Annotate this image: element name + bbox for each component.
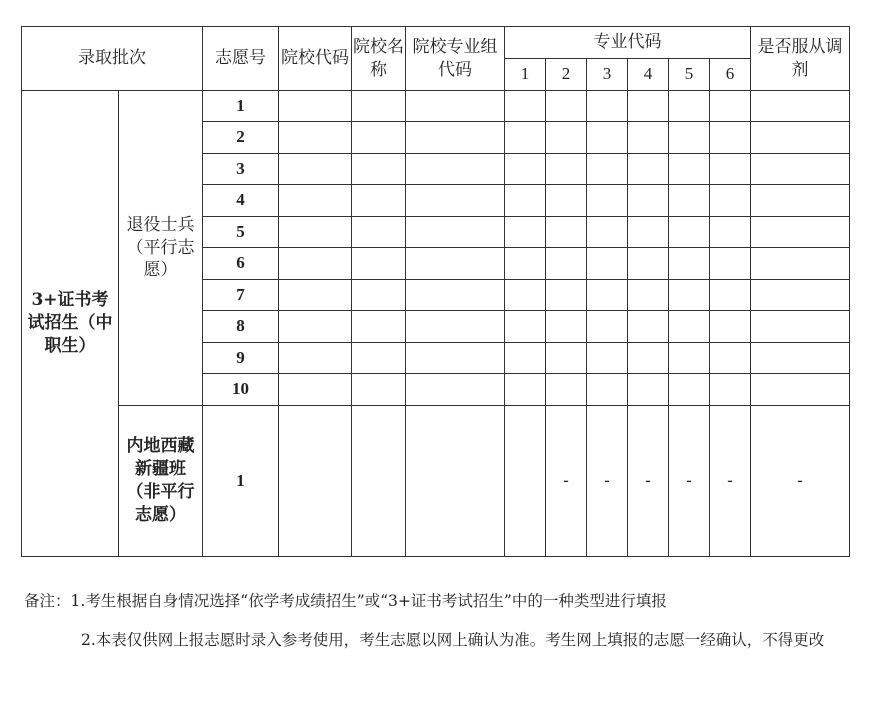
major-code-cell[interactable] xyxy=(505,374,546,406)
major-code-cell[interactable] xyxy=(546,280,587,311)
note-1: 备注：1.考生根据自身情况选择“依学考成绩招生”或“3+证书考试招生”中的一种类型进行填报 xyxy=(24,592,667,610)
school-name-cell[interactable] xyxy=(352,374,406,406)
table-row xyxy=(22,91,850,122)
choice-number: 10 xyxy=(203,374,279,406)
school-code-cell[interactable] xyxy=(279,311,352,343)
group-label-cell: 退役士兵（平行志愿） xyxy=(119,91,203,406)
major-code-cell[interactable] xyxy=(587,280,628,311)
major-code-cell[interactable] xyxy=(669,217,710,248)
major-group-cell[interactable] xyxy=(406,374,505,406)
major-group-cell[interactable] xyxy=(406,406,505,557)
major-code-cell[interactable] xyxy=(546,374,587,406)
major-code-cell[interactable] xyxy=(546,217,587,248)
major-group-cell[interactable] xyxy=(406,343,505,374)
header-adjust: 是否服从调剂 xyxy=(751,27,850,91)
header-batch: 录取批次 xyxy=(22,27,203,91)
choice-number: 1 xyxy=(203,406,279,557)
school-name-cell[interactable] xyxy=(352,248,406,280)
major-code-cell[interactable] xyxy=(587,91,628,122)
table-row xyxy=(22,406,850,557)
major-group-cell[interactable] xyxy=(406,122,505,154)
major-code-cell[interactable] xyxy=(628,374,669,406)
major-code-cell[interactable] xyxy=(505,122,546,154)
major-code-cell[interactable] xyxy=(628,311,669,343)
major-code-cell[interactable] xyxy=(669,311,710,343)
major-code-cell[interactable] xyxy=(669,248,710,280)
major-code-cell[interactable] xyxy=(669,185,710,217)
major-code-cell[interactable] xyxy=(628,185,669,217)
major-code-cell[interactable] xyxy=(587,311,628,343)
major-code-cell[interactable] xyxy=(546,248,587,280)
major-code-cell[interactable] xyxy=(628,343,669,374)
major-code-cell[interactable] xyxy=(505,406,546,557)
application-form-table xyxy=(21,26,850,557)
school-name-cell[interactable] xyxy=(352,185,406,217)
major-code-cell[interactable] xyxy=(628,154,669,185)
major-code-cell: - xyxy=(669,406,710,557)
group-label-cell: 内地西藏新疆班（非平行志愿） xyxy=(119,406,203,557)
major-code-cell[interactable] xyxy=(710,217,751,248)
header-major-code: 专业代码 xyxy=(505,27,751,59)
school-name-cell[interactable] xyxy=(352,91,406,122)
school-name-cell[interactable] xyxy=(352,154,406,185)
major-code-cell[interactable] xyxy=(505,154,546,185)
school-name-cell[interactable] xyxy=(352,343,406,374)
choice-number: 9 xyxy=(203,343,279,374)
major-code-cell[interactable] xyxy=(546,311,587,343)
major-code-cell[interactable] xyxy=(669,280,710,311)
major-code-cell[interactable] xyxy=(546,343,587,374)
major-col-header: 4 xyxy=(628,59,669,91)
major-code-cell[interactable] xyxy=(587,154,628,185)
adjust-cell[interactable] xyxy=(751,122,850,154)
major-code-cell[interactable] xyxy=(587,374,628,406)
major-code-cell[interactable] xyxy=(505,343,546,374)
major-code-cell: - xyxy=(628,406,669,557)
choice-rows xyxy=(22,91,850,557)
major-group-cell[interactable] xyxy=(406,154,505,185)
school-code-cell[interactable] xyxy=(279,154,352,185)
major-code-cell[interactable] xyxy=(546,91,587,122)
adjust-cell[interactable] xyxy=(751,185,850,217)
major-code-cell[interactable] xyxy=(628,122,669,154)
choice-number: 5 xyxy=(203,217,279,248)
batch-cell: 3+证书考试招生（中职生） xyxy=(22,91,119,557)
major-code-cell[interactable] xyxy=(669,91,710,122)
major-code-cell[interactable] xyxy=(505,217,546,248)
major-code-cell[interactable] xyxy=(505,280,546,311)
major-group-cell[interactable] xyxy=(406,280,505,311)
major-code-cell[interactable] xyxy=(669,154,710,185)
major-group-cell[interactable] xyxy=(406,91,505,122)
major-col-header: 3 xyxy=(587,59,628,91)
header-choice-no: 志愿号 xyxy=(203,27,279,91)
major-code-cell[interactable] xyxy=(505,311,546,343)
major-code-cell[interactable] xyxy=(710,374,751,406)
school-name-cell[interactable] xyxy=(352,217,406,248)
major-col-header: 5 xyxy=(669,59,710,91)
notes xyxy=(24,588,864,654)
major-code-cell[interactable] xyxy=(587,185,628,217)
adjust-cell[interactable] xyxy=(751,374,850,406)
adjust-cell[interactable] xyxy=(751,343,850,374)
adjust-cell[interactable] xyxy=(751,217,850,248)
choice-number: 4 xyxy=(203,185,279,217)
major-code-cell[interactable] xyxy=(587,217,628,248)
choice-number: 2 xyxy=(203,122,279,154)
major-code-cell: - xyxy=(710,406,751,557)
major-code-cell[interactable] xyxy=(505,248,546,280)
major-code-cell[interactable] xyxy=(587,122,628,154)
major-code-cell[interactable] xyxy=(628,217,669,248)
school-name-cell[interactable] xyxy=(352,280,406,311)
adjust-cell[interactable] xyxy=(751,91,850,122)
major-col-header: 6 xyxy=(710,59,751,91)
school-code-cell[interactable] xyxy=(279,406,352,557)
major-code-cell[interactable] xyxy=(710,343,751,374)
school-code-cell[interactable] xyxy=(279,343,352,374)
school-code-cell[interactable] xyxy=(279,185,352,217)
header-major-group: 院校专业组代码 xyxy=(406,27,505,91)
major-code-cell[interactable] xyxy=(505,185,546,217)
choice-number: 1 xyxy=(203,91,279,122)
major-code-cell[interactable] xyxy=(628,248,669,280)
major-code-cell[interactable] xyxy=(546,154,587,185)
choice-number: 3 xyxy=(203,154,279,185)
header-school-code: 院校代码 xyxy=(279,27,352,91)
major-code-cell[interactable] xyxy=(587,248,628,280)
major-code-cell: - xyxy=(587,406,628,557)
school-code-cell[interactable] xyxy=(279,122,352,154)
major-code-cell[interactable] xyxy=(669,122,710,154)
major-code-cell[interactable] xyxy=(710,154,751,185)
adjust-cell: - xyxy=(751,406,850,557)
major-col-header: 2 xyxy=(546,59,587,91)
choice-number: 8 xyxy=(203,311,279,343)
adjust-cell[interactable] xyxy=(751,311,850,343)
school-code-cell[interactable] xyxy=(279,374,352,406)
major-group-cell[interactable] xyxy=(406,185,505,217)
major-code-cell[interactable] xyxy=(628,280,669,311)
school-code-cell[interactable] xyxy=(279,248,352,280)
major-code-cell: - xyxy=(546,406,587,557)
major-code-cell[interactable] xyxy=(710,122,751,154)
choice-number: 6 xyxy=(203,248,279,280)
note-2: 2.本表仅供网上报志愿时录入参考使用，考生志愿以网上确认为准。考生网上填报的志愿一经确认，不得更改 xyxy=(81,631,825,650)
school-code-cell[interactable] xyxy=(279,217,352,248)
school-name-cell[interactable] xyxy=(352,311,406,343)
major-code-cell[interactable] xyxy=(710,91,751,122)
major-code-cell[interactable] xyxy=(710,311,751,343)
choice-number: 7 xyxy=(203,280,279,311)
major-group-cell[interactable] xyxy=(406,311,505,343)
header-school-name: 院校名称 xyxy=(352,27,406,91)
school-code-cell[interactable] xyxy=(279,280,352,311)
school-name-cell[interactable] xyxy=(352,122,406,154)
major-code-cell[interactable] xyxy=(710,248,751,280)
major-col-header: 1 xyxy=(505,59,546,91)
school-name-cell[interactable] xyxy=(352,406,406,557)
adjust-cell[interactable] xyxy=(751,154,850,185)
major-code-cell[interactable] xyxy=(710,280,751,311)
school-code-cell[interactable] xyxy=(279,91,352,122)
adjust-cell[interactable] xyxy=(751,248,850,280)
major-code-cell[interactable] xyxy=(546,122,587,154)
major-code-cell[interactable] xyxy=(505,91,546,122)
major-code-cell[interactable] xyxy=(628,91,669,122)
major-code-cell[interactable] xyxy=(669,374,710,406)
major-group-cell[interactable] xyxy=(406,217,505,248)
major-code-cell[interactable] xyxy=(669,343,710,374)
major-group-cell[interactable] xyxy=(406,248,505,280)
major-code-cell[interactable] xyxy=(710,185,751,217)
adjust-cell[interactable] xyxy=(751,280,850,311)
major-code-cell[interactable] xyxy=(546,185,587,217)
major-code-cell[interactable] xyxy=(587,343,628,374)
